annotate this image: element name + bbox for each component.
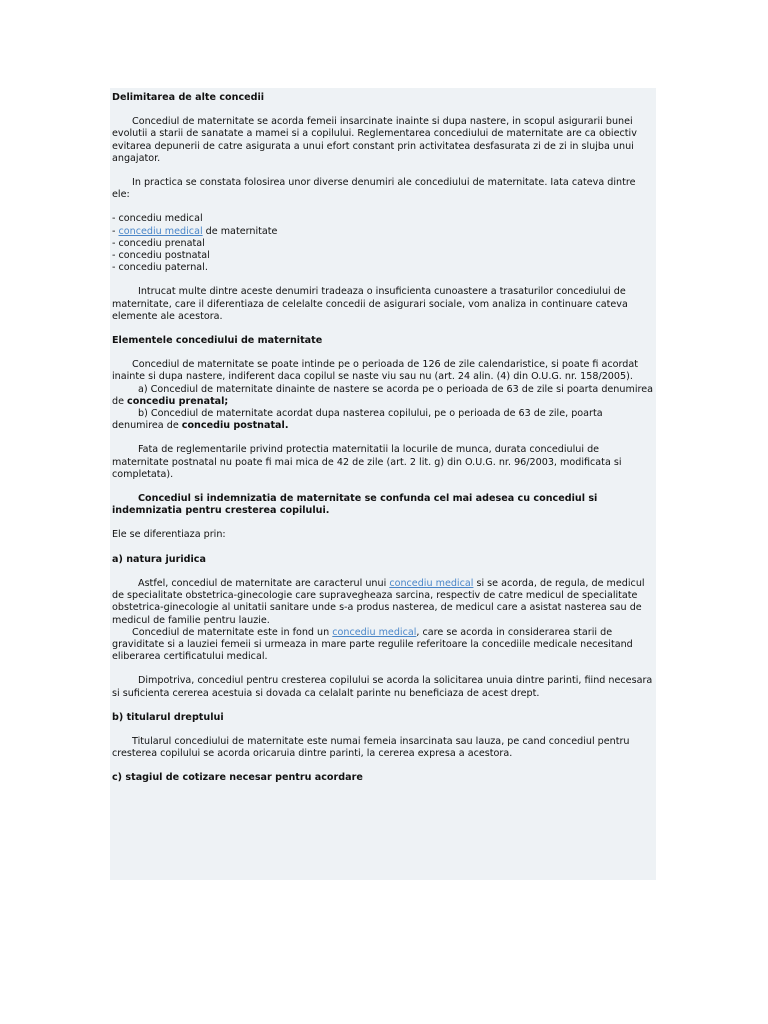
postnatal-bold: concediu postnatal. [181,420,289,432]
paragraph-postnatal [112,408,654,432]
heading-titularul: b) titularul dreptului [112,711,224,723]
paragraph-titularul: Titularul concediului de maternitate este numai femeia insarcinata sau lauza, pe cand concediul pentru cresterea copilului se acorda oricaruia dintre parinti, la cererea expresa a acestora. [112,735,630,760]
paragraph-confusion-bold: Concediul si indemnizatia de maternitate se confunda cel mai adesea cu concediul si indemnizatia pentru cresterea copilului. [112,493,598,517]
list-item: - concediu medical [112,213,654,225]
natura2-text-a: Concediul de maternitate este in fond un [132,626,333,638]
heading-natura-juridica: a) natura juridica [112,553,206,565]
concediu-medical-link[interactable]: concediu medical [118,225,203,237]
paragraph-differences: Ele se diferentiaza prin: [112,529,226,541]
paragraph-practice: In practica se constata folosirea unor diverse denumiri ale concediului de maternitate. Iata cateva dintre ele: [112,177,636,201]
paragraph-natura-1 [112,578,654,627]
paragraph-natura-2 [112,627,654,664]
concediu-medical-link[interactable]: concediu medical [389,577,474,589]
concediu-medical-link[interactable]: concediu medical [332,626,417,638]
list-item: - concediu prenatal [112,238,654,250]
paragraph-duration: Concediul de maternitate se poate intinde pe o perioada de 126 de zile calendaristice, si poate fi acordat inainte si dupa nastere, indiferent daca copilul se naste viu sau nu (art. 24 alin. (4) din O.U.G. nr. 158/2005). [112,359,639,383]
list-item: - concediu postnatal [112,250,654,262]
list-item [112,226,654,238]
paragraph-dimpotriva: Dimpotriva, concediul pentru cresterea copilului se acorda la solicitarea unuia dintre parinti, fiind necesara si suficienta cererea acestuia si dovada ca celalalt parinte nu beneficiaza de acest drept. [112,675,653,699]
document-page [110,88,656,880]
postnatal-text: b) Concediul de maternitate acordat dupa nasterea copilului, pe o perioada de 63 de zile, poarta denumirea de [112,408,603,432]
list-item: - concediu paternal. [112,262,654,274]
natura-text-b: si se acorda, de regula, de medicul de specialitate obstetrica-ginecologie care supravegheaza sarcina, respectiv de catre medicul de specialitate obstetrica-ginecologie al unitatii sanitare unde s-a produs nasterea, de medicul care a asistat nasterea sau de medicul de familie pentru lauzie. [112,577,645,626]
paragraph-definition: Concediul de maternitate se acorda femeii insarcinate inainte si dupa nastere, in scopul asigurarii bunei evolutii a starii de sanatate a mamei si a copilului. Reglementarea concediului de maternitate are ca obiectiv evitarea depunerii de catre asigurata a unui efort constant prin activitatea desfasurata zi de zi in slujba unui angajator. [112,116,637,164]
paragraph-denumiri: Intrucat multe dintre aceste denumiri tradeaza o insuficienta cunoastere a trasaturilor concediului de maternitate, care il diferentiaza de celelalte concedii de asigurari sociale, vom analiza in continuare cateva elemente ale acestora. [112,286,628,322]
paragraph-protection: Fata de reglementarile privind protectia maternitatii la locurile de munca, durata concediului de maternitate postnatal nu poate fi mai mica de 42 de zile (art. 2 lit. g) din O.U.G. nr. 96/2003, modificata si completata). [112,444,622,480]
heading-stagiul: c) stagiul de cotizare necesar pentru acordare [112,772,363,784]
prenatal-bold: concediu prenatal; [127,395,229,407]
denumiri-list [112,213,654,274]
natura-text-a: Astfel, concediul de maternitate are caracterul unui [138,577,390,589]
prenatal-text: a) Concediul de maternitate dinainte de nastere se acorda pe o perioada de 63 de zile si poarta denumirea de [112,383,653,407]
list-item-text: de maternitate [202,225,278,237]
heading-delimitarea: Delimitarea de alte concedii [112,92,265,103]
paragraph-prenatal [112,384,654,408]
heading-elementele: Elementele concediului de maternitate [112,335,323,347]
natura2-text-b: , care se acorda in considerarea starii de graviditate si a lauziei femeii si urmeaza in mare parte regulile referitoare la concediile medicale necesitand eliberarea certificatului medical. [112,626,633,663]
